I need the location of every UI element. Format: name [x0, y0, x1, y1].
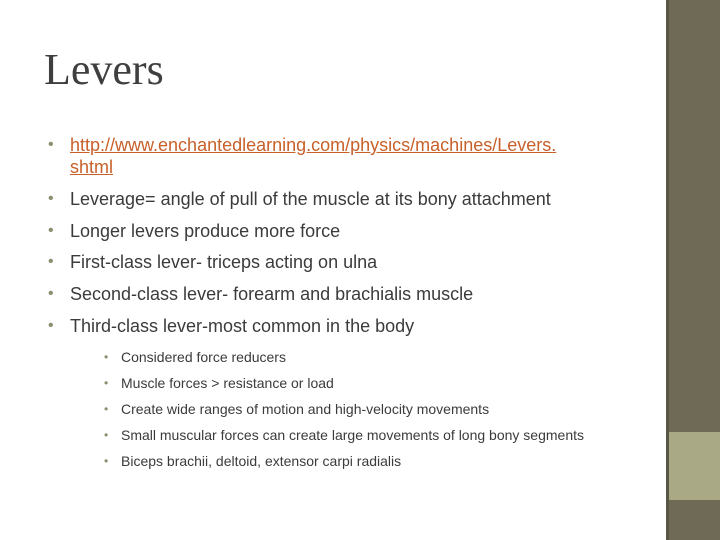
bullet-item-link: [48, 134, 648, 178]
decorative-side-panel: [666, 0, 720, 540]
sub-bullet-item: • Create wide ranges of motion and high-velocity movements: [100, 400, 620, 419]
bullet-item: • Leverage= angle of pull of the muscle at its bony attachment: [48, 188, 648, 210]
sub-bullet-item: • Small muscular forces can create large movements of long bony segments: [100, 426, 620, 445]
sub-bullet-item: • Biceps brachii, deltoid, extensor carpi radialis: [100, 452, 620, 471]
sub-bullet-list: [100, 348, 620, 478]
sub-bullet-item: • Muscle forces > resistance or load: [100, 374, 620, 393]
bullet-list: [48, 134, 648, 347]
slide-title: Levers: [44, 45, 164, 94]
panel-accent-block: [669, 432, 720, 500]
bullet-item: • Second-class lever- forearm and brachialis muscle: [48, 283, 648, 305]
bullet-item: • First-class lever- triceps acting on ulna: [48, 251, 648, 273]
sub-bullet-item: • Considered force reducers: [100, 348, 620, 367]
bullet-item: • Third-class lever-most common in the body: [48, 315, 648, 337]
bullet-item: • Longer levers produce more force: [48, 220, 648, 242]
levers-link[interactable]: http://www.enchantedlearning.com/physics/machines/Levers. shtml: [70, 135, 557, 177]
